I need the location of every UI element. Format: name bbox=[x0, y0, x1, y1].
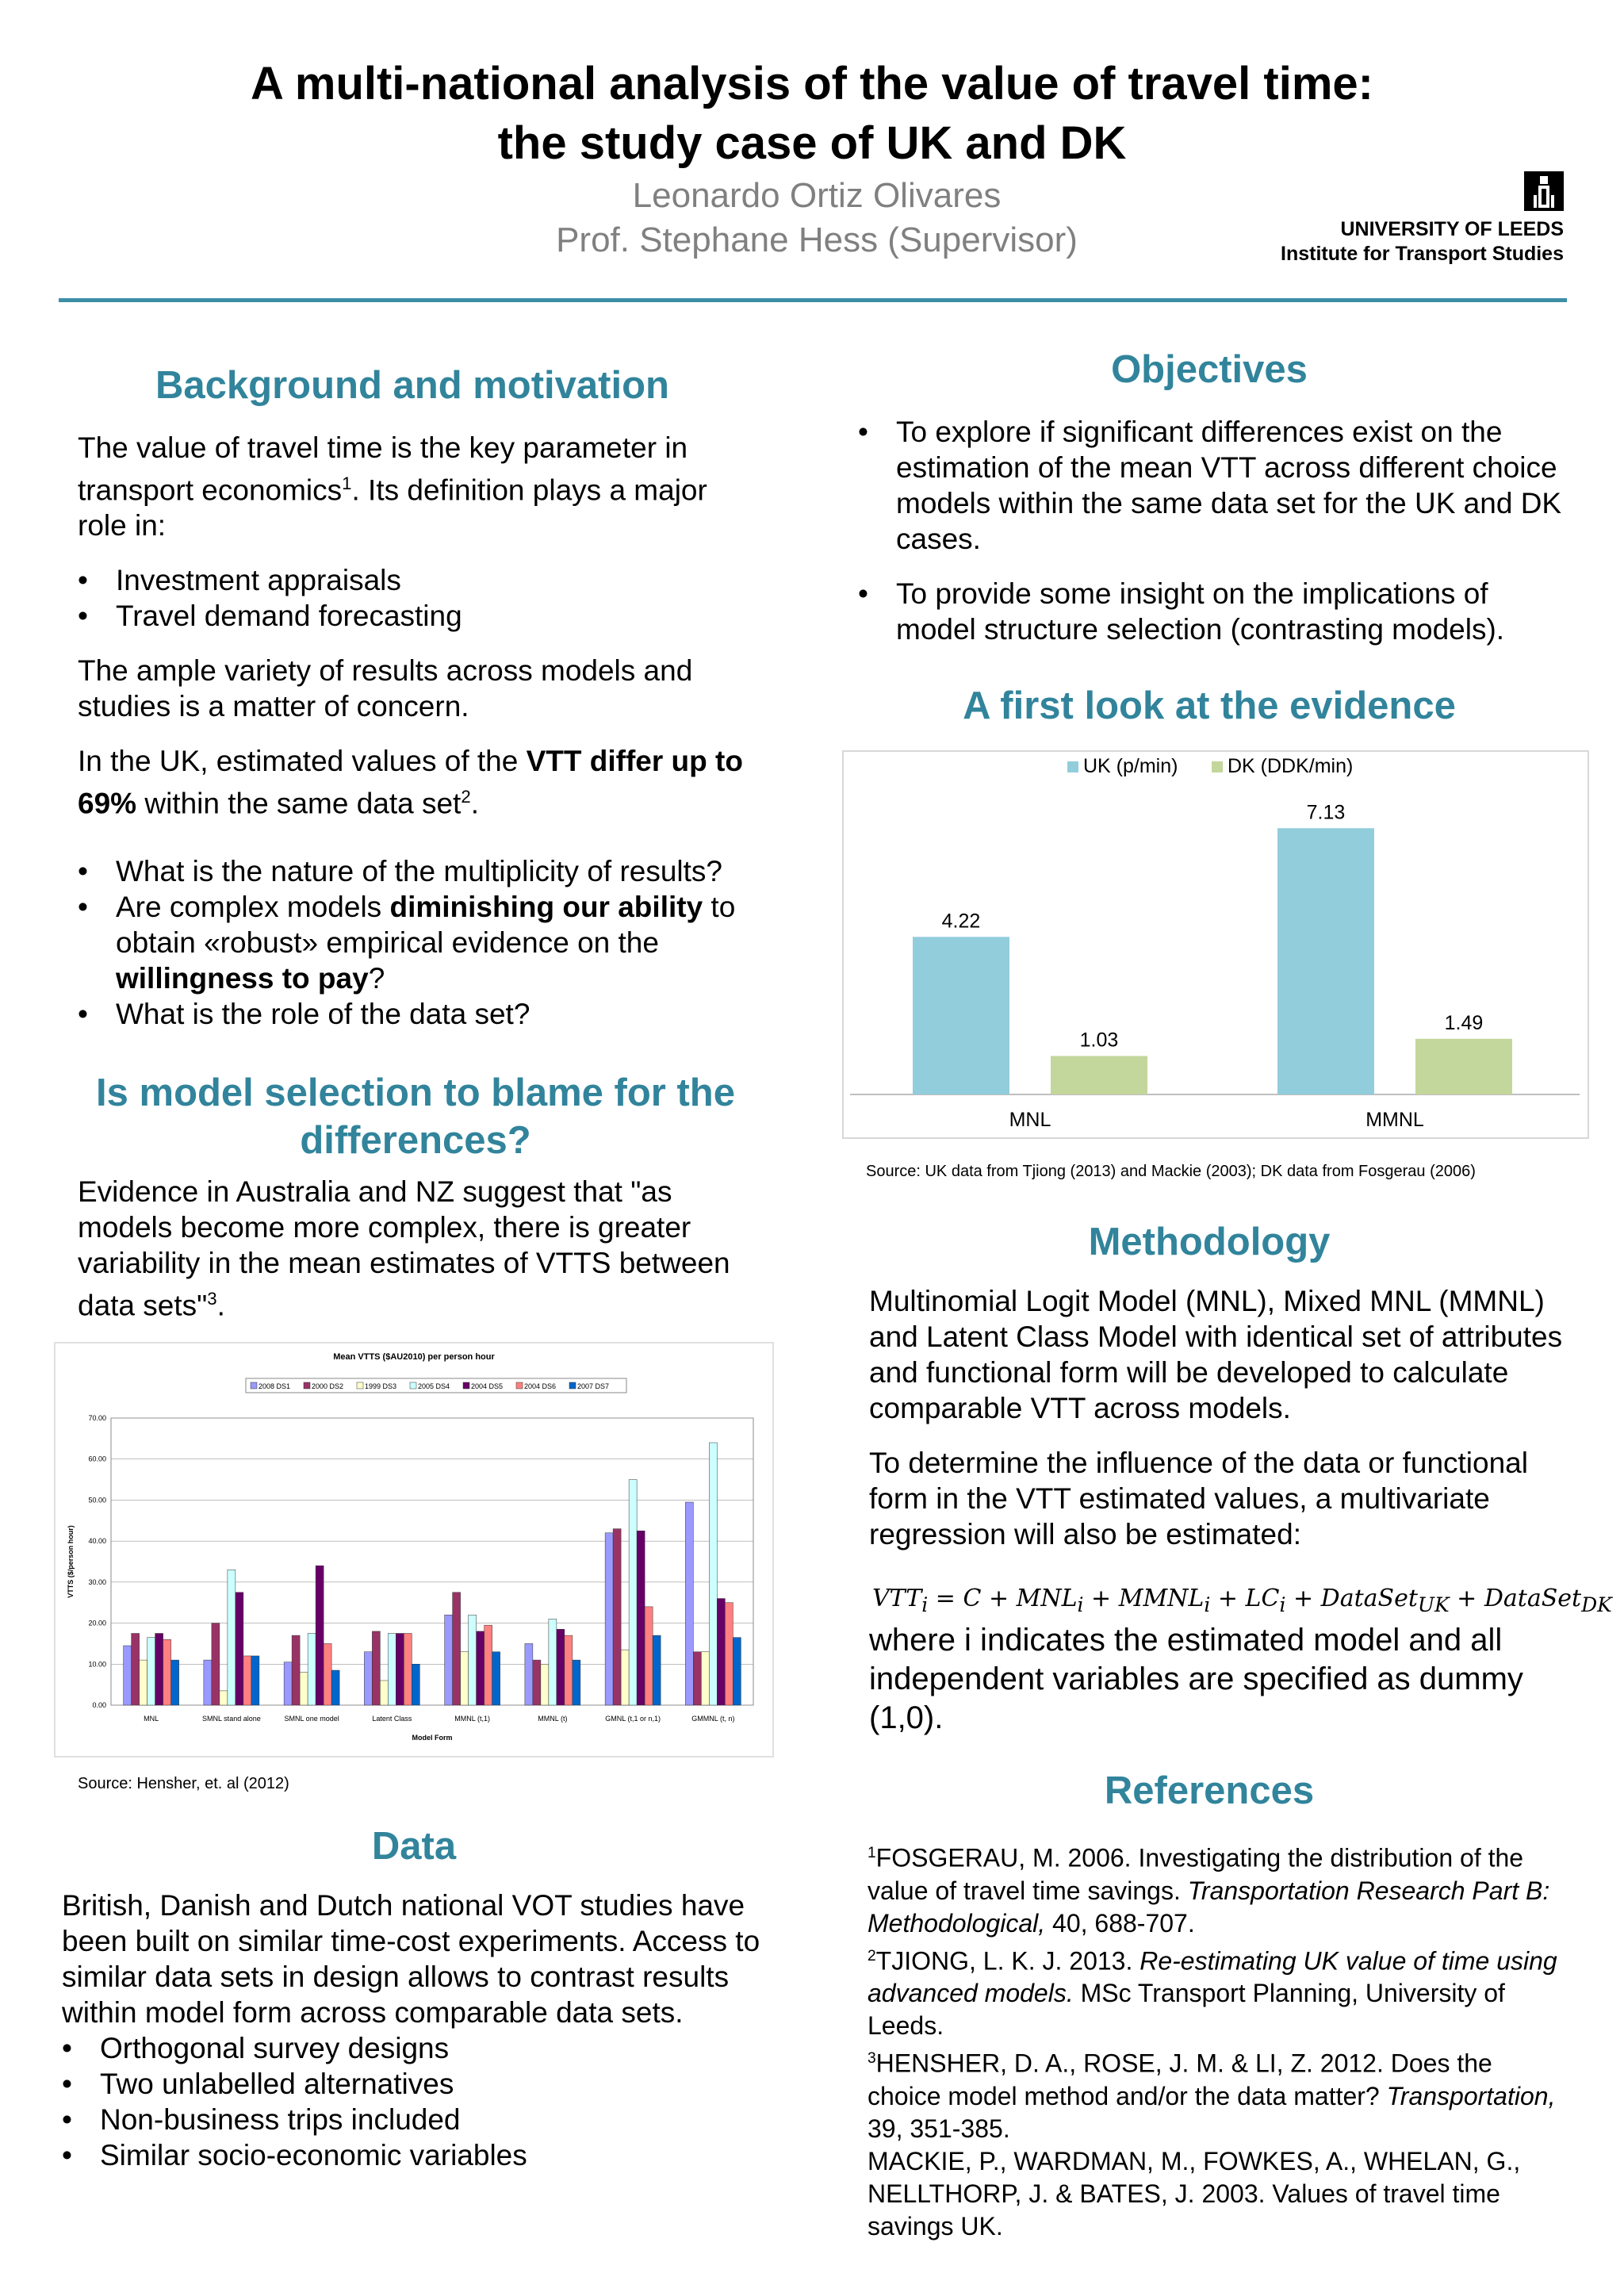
bar bbox=[525, 1643, 533, 1705]
list-item: • Are complex models diminishing our ability to obtain «robust» empirical evidence on the willingness to pay? bbox=[78, 889, 760, 996]
bar bbox=[388, 1634, 396, 1706]
list-item: • What is the nature of the multiplicity of results? bbox=[78, 853, 760, 889]
y-tick-label: 50.00 bbox=[88, 1496, 106, 1504]
background-text bbox=[78, 430, 760, 1032]
category-label: MNL bbox=[144, 1715, 159, 1723]
y-tick-label: 10.00 bbox=[88, 1660, 106, 1669]
legend-swatch bbox=[304, 1382, 310, 1389]
author-name: Leonardo Ortiz Olivares bbox=[632, 176, 1002, 215]
legend-label: 1999 DS3 bbox=[365, 1382, 397, 1390]
data-label: 4.22 bbox=[941, 910, 981, 933]
y-tick-label: 60.00 bbox=[88, 1455, 106, 1463]
legend-label: UK (p/min) bbox=[1083, 755, 1178, 777]
legend-swatch bbox=[357, 1382, 363, 1389]
methodology-p2: To determine the influence of the data or functional form in the VTT estimated values, a multivariate regression will also be estimated: bbox=[869, 1447, 1528, 1550]
y-axis-label: VTTS ($/person hour) bbox=[67, 1525, 75, 1598]
x-axis-label: Model Form bbox=[412, 1734, 453, 1742]
category-label: MNL bbox=[1009, 1109, 1051, 1131]
bar bbox=[1051, 1056, 1147, 1094]
university-logo-icon bbox=[1524, 171, 1564, 211]
y-tick-label: 0.00 bbox=[92, 1701, 106, 1709]
data-features-list bbox=[62, 2030, 776, 2173]
bar bbox=[709, 1443, 717, 1705]
legend-label: 2007 DS7 bbox=[577, 1382, 610, 1390]
bar bbox=[171, 1660, 179, 1705]
reference-3: $^3$HENSHER, D. A., ROSE, J. M. & LI, Z. 2012. Does the choice model method and/or the data matter? Transportation, 39, 351-385. bbox=[868, 2049, 1556, 2143]
methodology-p3: where i indicates the estimated model and all independent variables are specified as dummy (1,0). bbox=[869, 1623, 1523, 1735]
bar bbox=[292, 1635, 300, 1705]
heading-references: References bbox=[1104, 1769, 1315, 1812]
bar bbox=[913, 937, 1009, 1094]
bar bbox=[541, 1664, 549, 1705]
bar bbox=[132, 1634, 140, 1706]
bar bbox=[621, 1650, 629, 1705]
chart-title: Mean VTTS ($AU2010) per person hour bbox=[333, 1352, 495, 1362]
legend-label: DK (DDK/min) bbox=[1228, 755, 1354, 777]
vtt-uk-dk-chart bbox=[844, 752, 1588, 1137]
bar bbox=[147, 1638, 155, 1705]
bar bbox=[733, 1638, 741, 1705]
legend-label: 2004 DS5 bbox=[471, 1382, 504, 1390]
legend-swatch bbox=[516, 1382, 523, 1389]
bar bbox=[324, 1643, 331, 1705]
regression-equation: $VTT_i = C + MNL_i$ + $MMNL_i + LC_i$ + DataSet$_{UK}$ + DataSet$_{DK}$ bbox=[872, 1585, 1612, 1616]
bar bbox=[228, 1570, 236, 1705]
data-label: 1.49 bbox=[1444, 1011, 1484, 1034]
bar bbox=[485, 1625, 492, 1705]
title-line-1: A multi-national analysis of the value of travel time: bbox=[251, 58, 1373, 109]
heading-model-selection: Is model selection to blame for the differences? bbox=[96, 1071, 735, 1162]
bar bbox=[316, 1566, 324, 1705]
bar bbox=[565, 1635, 573, 1705]
list-item: • Travel demand forecasting bbox=[78, 598, 760, 634]
bar bbox=[693, 1652, 701, 1705]
bar bbox=[701, 1652, 709, 1705]
data-text bbox=[62, 1888, 776, 2173]
institute-name: Institute for Transport Studies bbox=[1281, 243, 1564, 265]
reference-1: $^1$FOSGERAU, M. 2006. Investigating the distribution of the value of travel time savings. Transportation Research Part B: Methodological, 40, 688-707. bbox=[868, 1843, 1550, 1938]
bar bbox=[364, 1652, 372, 1705]
legend-swatch bbox=[410, 1382, 416, 1389]
bar bbox=[412, 1664, 419, 1705]
bar bbox=[380, 1681, 388, 1705]
bar bbox=[637, 1531, 645, 1705]
bar bbox=[549, 1619, 557, 1705]
category-label: MMNL bbox=[1365, 1109, 1424, 1131]
bar bbox=[645, 1607, 653, 1705]
bar bbox=[212, 1623, 220, 1705]
bar bbox=[492, 1652, 500, 1705]
background-roles-list bbox=[78, 562, 760, 634]
bar bbox=[243, 1656, 251, 1705]
legend-label: 2000 DS2 bbox=[312, 1382, 344, 1390]
list-item: • Investment appraisals bbox=[78, 562, 760, 598]
bar bbox=[453, 1593, 461, 1705]
y-tick-label: 70.00 bbox=[88, 1414, 106, 1422]
bar bbox=[1277, 828, 1374, 1094]
bar bbox=[685, 1502, 693, 1705]
bar bbox=[251, 1656, 259, 1705]
bar bbox=[236, 1593, 243, 1705]
heading-background: Background and motivation bbox=[155, 364, 669, 407]
category-label: Latent Class bbox=[372, 1715, 412, 1723]
bar bbox=[284, 1662, 292, 1705]
category-label: GMNL (t,1 or n,1) bbox=[605, 1715, 661, 1723]
category-label: SMNL stand alone bbox=[202, 1715, 261, 1723]
bar bbox=[163, 1639, 171, 1705]
bar bbox=[573, 1660, 580, 1705]
evidence-source: Source: UK data from Tjiong (2013) and Mackie (2003); DK data from Fosgerau (2006) bbox=[866, 1163, 1476, 1180]
bar bbox=[725, 1603, 733, 1705]
bar bbox=[605, 1533, 613, 1705]
title-line-2: the study case of UK and DK bbox=[497, 117, 1127, 169]
legend-label: 2005 DS4 bbox=[418, 1382, 450, 1390]
hensher-source: Source: Hensher, et. al (2012) bbox=[78, 1775, 289, 1792]
y-tick-label: 30.00 bbox=[88, 1577, 106, 1586]
bar bbox=[140, 1660, 147, 1705]
objectives-list bbox=[858, 414, 1572, 647]
heading-objectives: Objectives bbox=[1111, 348, 1308, 391]
bar bbox=[653, 1635, 661, 1705]
list-item: • Orthogonal survey designs bbox=[62, 2030, 776, 2066]
background-p3: In the UK, estimated values of the VTT differ up to 69% within the same data set$^2$. bbox=[78, 745, 743, 820]
data-label: 1.03 bbox=[1079, 1029, 1119, 1052]
bar bbox=[220, 1691, 228, 1705]
list-item: • To explore if significant differences exist on the estimation of the mean VTT across different choice models within the same data set for the UK and DK cases. bbox=[858, 414, 1572, 557]
legend-swatch bbox=[1212, 761, 1223, 772]
list-item: • Non-business trips included bbox=[62, 2102, 776, 2137]
y-tick-label: 40.00 bbox=[88, 1537, 106, 1546]
university-block bbox=[1167, 217, 1564, 266]
legend-swatch bbox=[569, 1382, 576, 1389]
bar bbox=[445, 1615, 453, 1705]
heading-methodology: Methodology bbox=[1088, 1221, 1331, 1263]
bar bbox=[372, 1631, 380, 1705]
reference-2: $^2$TJIONG, L. K. J. 2013. Re-estimating UK value of time using advanced models. MSc Transport Planning, University of Leeds. bbox=[868, 1946, 1557, 2041]
bar bbox=[613, 1529, 621, 1705]
list-item: • To provide some insight on the implications of model structure selection (contrasting models). bbox=[858, 576, 1572, 647]
references-list bbox=[868, 1837, 1565, 2243]
bar bbox=[477, 1631, 485, 1705]
questions-list bbox=[78, 853, 760, 1032]
category-label: MMNL (t,1) bbox=[454, 1715, 490, 1723]
legend-label: 2008 DS1 bbox=[259, 1382, 291, 1390]
hensher-vtts-chart bbox=[56, 1343, 772, 1756]
bar bbox=[155, 1634, 163, 1706]
evidence-chart-frame bbox=[842, 750, 1589, 1139]
bar bbox=[124, 1646, 132, 1705]
header-divider bbox=[59, 298, 1567, 302]
bar bbox=[461, 1652, 469, 1705]
bar bbox=[533, 1660, 541, 1705]
heading-data: Data bbox=[371, 1825, 457, 1868]
bar bbox=[308, 1634, 316, 1706]
bar bbox=[557, 1629, 565, 1705]
category-label: MMNL (t) bbox=[538, 1715, 568, 1723]
legend-swatch bbox=[251, 1382, 257, 1389]
legend-label: 2004 DS6 bbox=[524, 1382, 557, 1390]
category-label: GMMNL (t, n) bbox=[691, 1715, 735, 1723]
bar bbox=[469, 1615, 477, 1705]
legend-swatch bbox=[1067, 761, 1078, 772]
heading-evidence: A first look at the evidence bbox=[963, 684, 1456, 727]
bar bbox=[331, 1670, 339, 1705]
list-item: • Similar socio-economic variables bbox=[62, 2137, 776, 2173]
bar bbox=[396, 1634, 404, 1706]
university-name: UNIVERSITY OF LEEDS bbox=[1340, 218, 1564, 240]
bar bbox=[300, 1673, 308, 1705]
reference-4: MACKIE, P., WARDMAN, M., FOWKES, A., WHELAN, G., NELLTHORP, J. & BATES, J. 2003. Values of travel time savings UK. bbox=[868, 2146, 1521, 2240]
methodology-p1: Multinomial Logit Model (MNL), Mixed MNL (MMNL) and Latent Class Model with identical set of attributes and functional form will be developed to calculate comparable VTT across models. bbox=[869, 1285, 1563, 1424]
supervisor-name: Prof. Stephane Hess (Supervisor) bbox=[556, 220, 1078, 259]
list-item: • Two unlabelled alternatives bbox=[62, 2066, 776, 2102]
bar bbox=[1415, 1039, 1512, 1094]
legend-swatch bbox=[463, 1382, 469, 1389]
category-label: SMNL one model bbox=[284, 1715, 339, 1723]
bar bbox=[629, 1480, 637, 1705]
y-tick-label: 20.00 bbox=[88, 1619, 106, 1627]
bar bbox=[717, 1599, 725, 1705]
objectives-text bbox=[858, 414, 1572, 647]
model-selection-text: Evidence in Australia and NZ suggest that "as models become more complex, there is greater variability in the mean estimates of VTTS between data sets"$^3$. bbox=[78, 1175, 730, 1322]
poster-title bbox=[0, 54, 1624, 173]
bar bbox=[404, 1634, 412, 1706]
list-item: • What is the role of the data set? bbox=[78, 996, 760, 1032]
hensher-chart-frame bbox=[54, 1342, 774, 1757]
background-p1: The value of travel time is the key parameter in transport economics$^1$. Its definition plays a major role in: bbox=[78, 431, 707, 542]
data-p1: British, Danish and Dutch national VOT studies have been built on similar time-cost experiments. Access to similar data sets in design allows to contrast results within model form across comparable data sets. bbox=[62, 1889, 760, 2029]
bar bbox=[204, 1660, 212, 1705]
methodology-text bbox=[869, 1283, 1575, 1571]
data-label: 7.13 bbox=[1306, 801, 1346, 824]
background-p2: The ample variety of results across models and studies is a matter of concern. bbox=[78, 654, 693, 723]
